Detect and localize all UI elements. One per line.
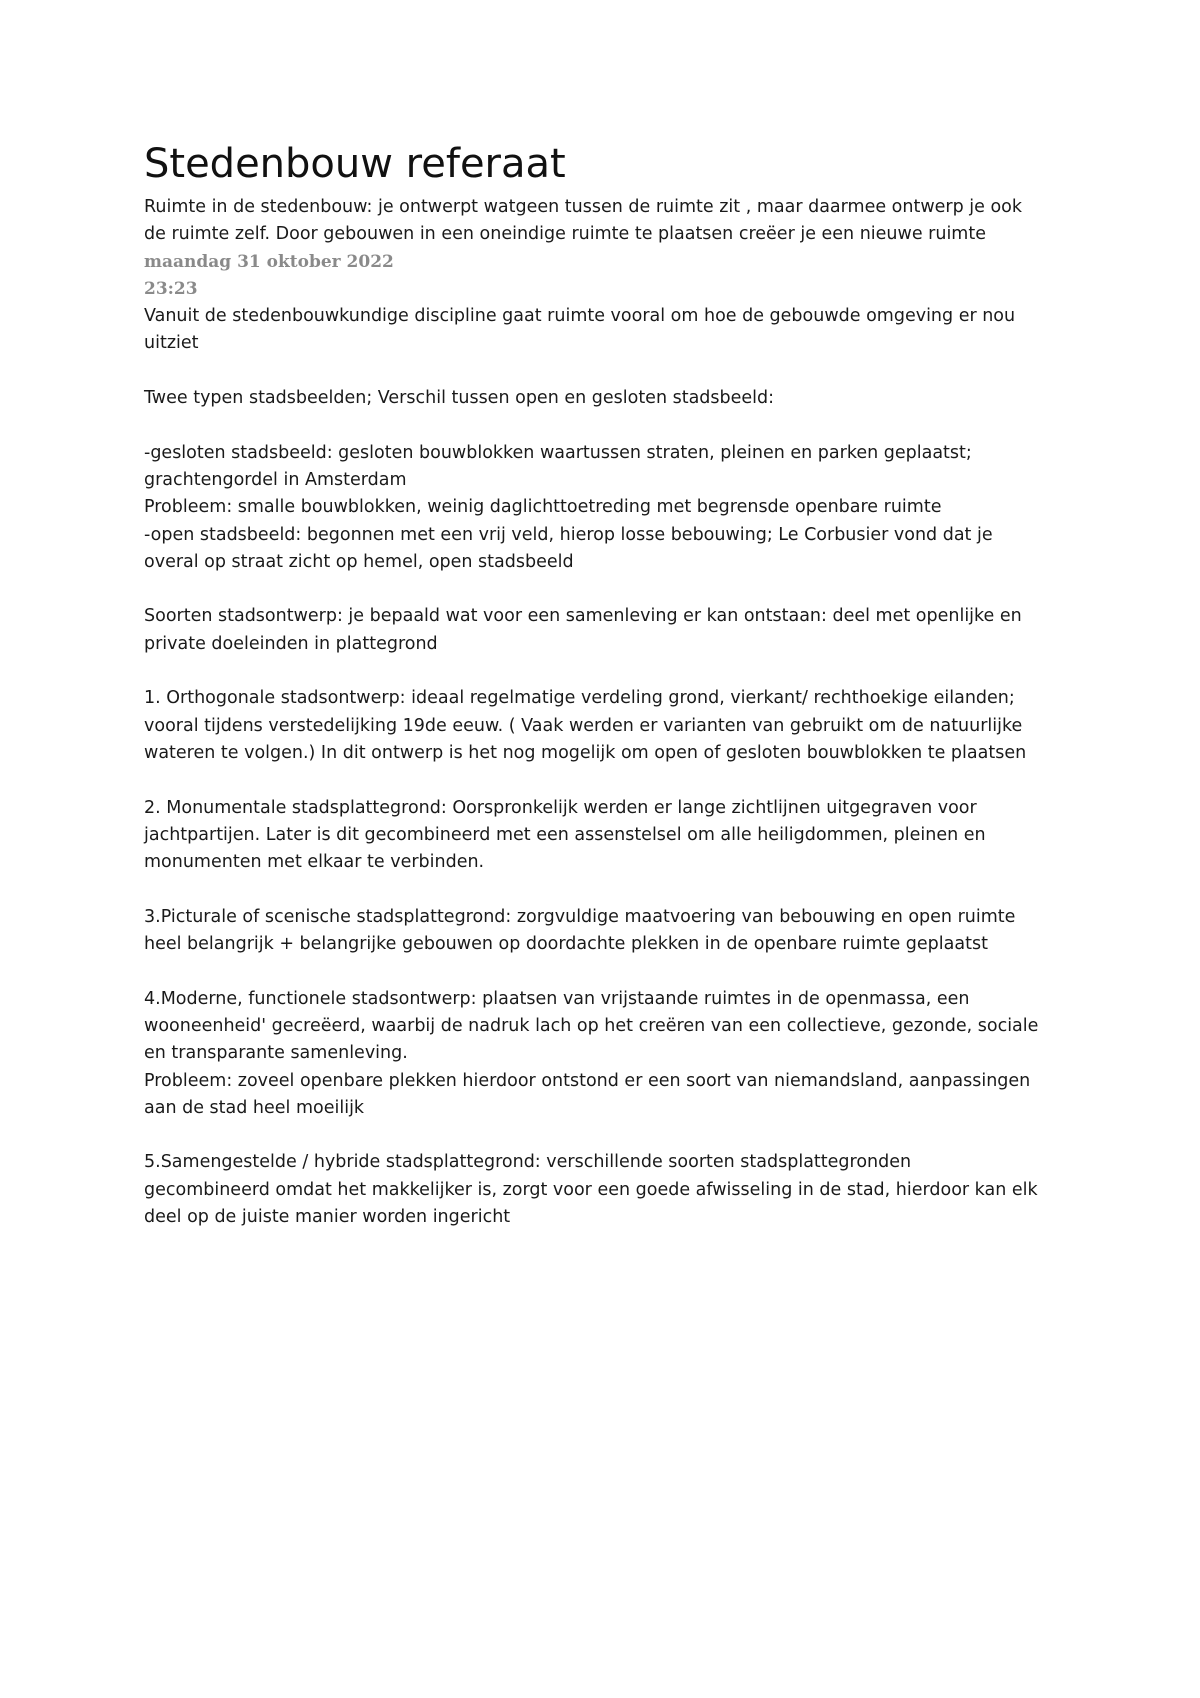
text-line: -open stadsbeeld: begonnen met een vrij veld, hierop losse bebouwing; Le Corbusier vond dat je bbox=[144, 524, 993, 545]
text-line: gecombineerd omdat het makkelijker is, zorgt voor een goede afwisseling in de stad, hierdoor kan elk bbox=[144, 1179, 1038, 1200]
text-line: -gesloten stadsbeeld: gesloten bouwblokken waartussen straten, pleinen en parken geplaatst; bbox=[144, 442, 972, 463]
intro-paragraph bbox=[144, 194, 1064, 249]
document-title: Stedenbouw referaat bbox=[144, 141, 566, 187]
text-line: 5.Samengestelde / hybride stadsplattegrond: verschillende soorten stadsplattegronden bbox=[144, 1152, 912, 1173]
paragraph bbox=[144, 385, 1064, 412]
text-line: grachtengordel in Amsterdam bbox=[144, 469, 407, 490]
paragraph-spacer bbox=[144, 658, 1064, 685]
text-line: Twee typen stadsbeelden; Verschil tussen open en gesloten stadsbeeld: bbox=[144, 388, 775, 409]
paragraph-spacer bbox=[144, 576, 1064, 603]
text-line: Ruimte in de stedenbouw: je ontwerpt watgeen tussen de ruimte zit , maar daarmee ontwerp je ook bbox=[144, 197, 1023, 217]
paragraph bbox=[144, 986, 1064, 1122]
text-line: overal op straat zicht op hemel, open stadsbeeld bbox=[144, 551, 574, 572]
text-line: vooral tijdens verstedelijking 19de eeuw. ( Vaak werden er varianten van gebruikt om de natuurlijke bbox=[144, 715, 1023, 736]
text-line: jachtpartijen. Later is dit gecombineerd met een assenstelsel om alle heiligdommen, pleinen en bbox=[144, 824, 986, 845]
paragraph bbox=[144, 795, 1064, 877]
text-line: de ruimte zelf. Door gebouwen in een oneindige ruimte te plaatsen creëer je een nieuwe ruimte bbox=[144, 224, 986, 245]
text-line: monumenten met elkaar te verbinden. bbox=[144, 852, 485, 873]
text-line: uitziet bbox=[144, 333, 199, 354]
paragraph-spacer bbox=[144, 1122, 1064, 1149]
paragraph bbox=[144, 685, 1064, 767]
paragraph bbox=[144, 1149, 1064, 1231]
text-line: 2. Monumentale stadsplattegrond: Oorspronkelijk werden er lange zichtlijnen uitgegraven voor bbox=[144, 797, 977, 818]
text-line: wateren te volgen.) In dit ontwerp is het nog mogelijk om open of gesloten bouwblokken te plaatsen bbox=[144, 742, 1027, 763]
paragraph-spacer bbox=[144, 958, 1064, 985]
text-line: wooneenheid' gecreëerd, waarbij de nadruk lach op het creëren van een collectieve, gezonde, sociale bbox=[144, 1015, 1039, 1036]
note-date: maandag 31 oktober 2022 bbox=[144, 251, 394, 272]
paragraph-spacer bbox=[144, 767, 1064, 794]
text-line: 1. Orthogonale stadsontwerp: ideaal regelmatige verdeling grond, vierkant/ rechthoekige eilanden; bbox=[144, 688, 1015, 709]
text-line: Vanuit de stedenbouwkundige discipline gaat ruimte vooral om hoe de gebouwde omgeving er nou bbox=[144, 306, 1016, 327]
paragraph bbox=[144, 303, 1064, 358]
text-line: aan de stad heel moeilijk bbox=[144, 1097, 365, 1118]
text-line: Soorten stadsontwerp: je bepaald wat voor een samenleving er kan ontstaan: deel met openlijke en bbox=[144, 606, 1022, 627]
paragraph bbox=[144, 603, 1064, 658]
document-page bbox=[144, 138, 1064, 1231]
text-line: 3.Picturale of scenische stadsplattegrond: zorgvuldige maatvoering van bebouwing en open ruimte bbox=[144, 906, 1016, 927]
paragraph bbox=[144, 904, 1064, 959]
text-line: deel op de juiste manier worden ingericht bbox=[144, 1206, 511, 1227]
paragraph-spacer bbox=[144, 358, 1064, 385]
text-line: 4.Moderne, functionele stadsontwerp: plaatsen van vrijstaande ruimtes in de openmassa, een bbox=[144, 988, 970, 1009]
paragraph-spacer bbox=[144, 412, 1064, 439]
text-line: en transparante samenleving. bbox=[144, 1043, 408, 1064]
paragraph bbox=[144, 440, 1064, 576]
text-line: heel belangrijk + belangrijke gebouwen op doordachte plekken in de openbare ruimte geplaatst bbox=[144, 934, 988, 955]
text-line: Probleem: smalle bouwblokken, weinig daglichttoetreding met begrensde openbare ruimte bbox=[144, 497, 942, 518]
note-time: 23:23 bbox=[144, 278, 198, 299]
text-line: private doeleinden in plattegrond bbox=[144, 633, 438, 654]
paragraph-spacer bbox=[144, 876, 1064, 903]
text-line: Probleem: zoveel openbare plekken hierdoor ontstond er een soort van niemandsland, aanpassingen bbox=[144, 1070, 1031, 1091]
